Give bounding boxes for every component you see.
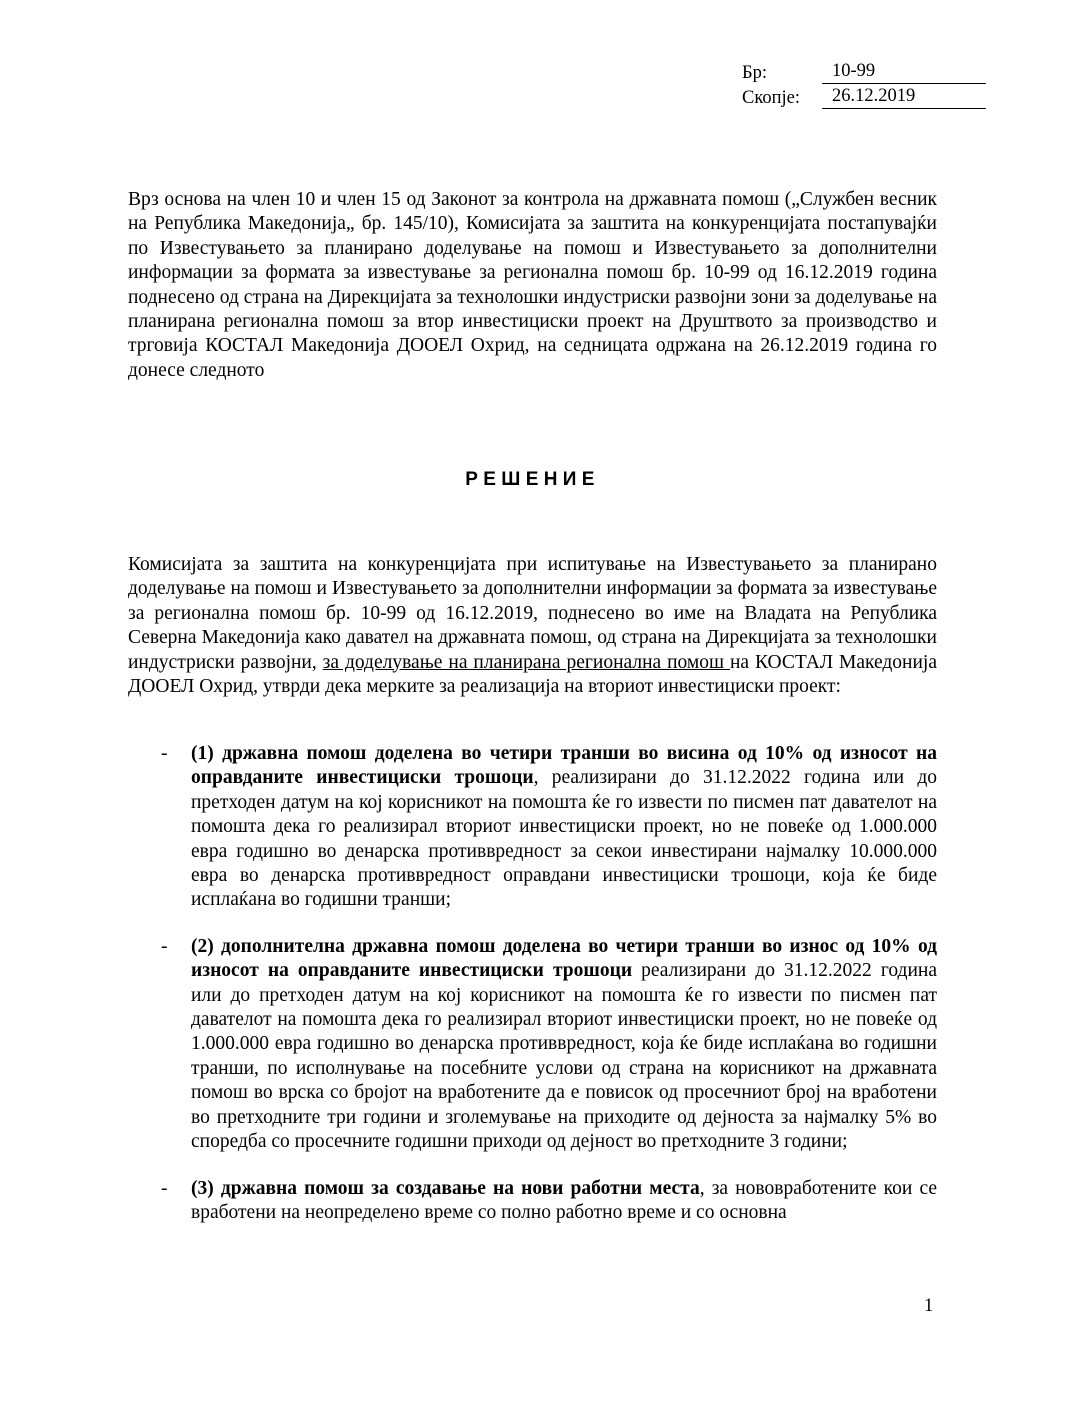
number-row — [742, 60, 986, 84]
place-label: Скопје: — [742, 88, 801, 108]
list-item-text — [191, 742, 937, 913]
list-item-text — [191, 1177, 937, 1226]
list-item-bold: (2) дополнителна државна помош доделена во четири транши во износ од 10% од износот на оправданите инвестициски трошоци — [191, 935, 937, 982]
number-label: Бр: — [742, 63, 768, 83]
decision-body-text-2: на КОСТАЛ Македонија ДООЕЛ Охрид, утврди дека мерките за реализација на вториот инвестициски проект: — [128, 651, 937, 698]
list-bullet: - — [161, 1177, 168, 1199]
list-item — [128, 935, 937, 1155]
list-item-body: реализирани до 31.12.2022 година или до претходен датум на кој корисникот на помошта ќе го извести по писмен пат давателот на помошта дека го реализирал вториот инвестициски проект, но не повеќе од 1.000.000 евра годишно во денарска противвредност, која ќе биде исплаќана во годишни транши, по исполнување на посебните услови од страна на корисникот на државната помош во врска со бројот на вработените да е повисок од просечниот број на вработени во претходните три години и зголемување на приходите од дејноста за најмалку 5% во споредба со просечните годишни приходи од дејност во претходните 3 години; — [191, 960, 937, 1153]
preamble-paragraph: Врз основа на член 10 и член 15 од Законот за контрола на државната помош („Службен весник на Република Македонија„ бр. 145/10), Комисијата за заштита на конкуренцијата постапувајќи по Известувањето за планирано доделување на помош и Известувањето за дополнителни информации за формата за известување за регионална помош бр. 10-99 од 16.12.2019 година поднесено од страна на Дирекцијата за технолошки индустриски развојни зони за доделување на планирана регионална помош за втор инвестициски проект на Друштвото за производство и трговија КОСТАЛ Македонија ДООЕЛ Охрид, на седницата одржана на 26.12.2019 година го донесе следното — [128, 189, 937, 381]
date-value: 26.12.2019 — [822, 85, 986, 109]
document-header — [742, 60, 986, 110]
list-item-bold: (1) државна помош доделена во четири транши во висина од 10% од износот на оправданите инвестициски трошоци — [191, 743, 937, 789]
measures-list — [128, 742, 937, 1247]
decision-title: РЕШЕНИЕ — [465, 469, 600, 490]
decision-body-text-1: Комисијата за заштита на конкуренцијата при испитување на Известувањето за планирано доделување на помош и Известувањето за дополнителни информации за формата за известување за регионална помош бр. 10-99 од 16.12.2019, поднесено во име на Владата на Република Северна Македонија како давател на државната помош, од страна на Дирекцијата за технолошки индустриски развојни, — [128, 554, 937, 673]
list-item-text — [191, 935, 937, 1155]
number-value: 10-99 — [822, 60, 986, 84]
decision-body-paragraph — [128, 553, 937, 699]
decision-body-underlined: за доделување на планирана регионална помош — [322, 651, 730, 673]
list-item-body: , реализирани до 31.12.2022 година или до претходен датум на кој корисникот на помошта ќе го извести по писмен пат давателот на помошта дека го реализирал вториот инвестициски проект, но не повеќе од 1.000.000 евра годишно во денарска противвредност за секои инвестирани најмалку 10.000.000 евра во денарска противвредност оправдани инвестициски трошоци, која ќе биде исплаќана во годишни транши; — [191, 767, 937, 911]
list-bullet: - — [161, 935, 168, 957]
date-row — [742, 85, 986, 109]
list-bullet: - — [161, 743, 168, 764]
list-item-bold: (3) државна помош за создавање на нови работни места — [191, 1177, 700, 1199]
list-item-body: , за нововработените кои се вработени на неопределено време со полно работно време и со основна — [191, 1177, 937, 1223]
list-item — [128, 1177, 937, 1226]
list-item — [128, 742, 937, 913]
page-number: 1 — [924, 1296, 934, 1316]
